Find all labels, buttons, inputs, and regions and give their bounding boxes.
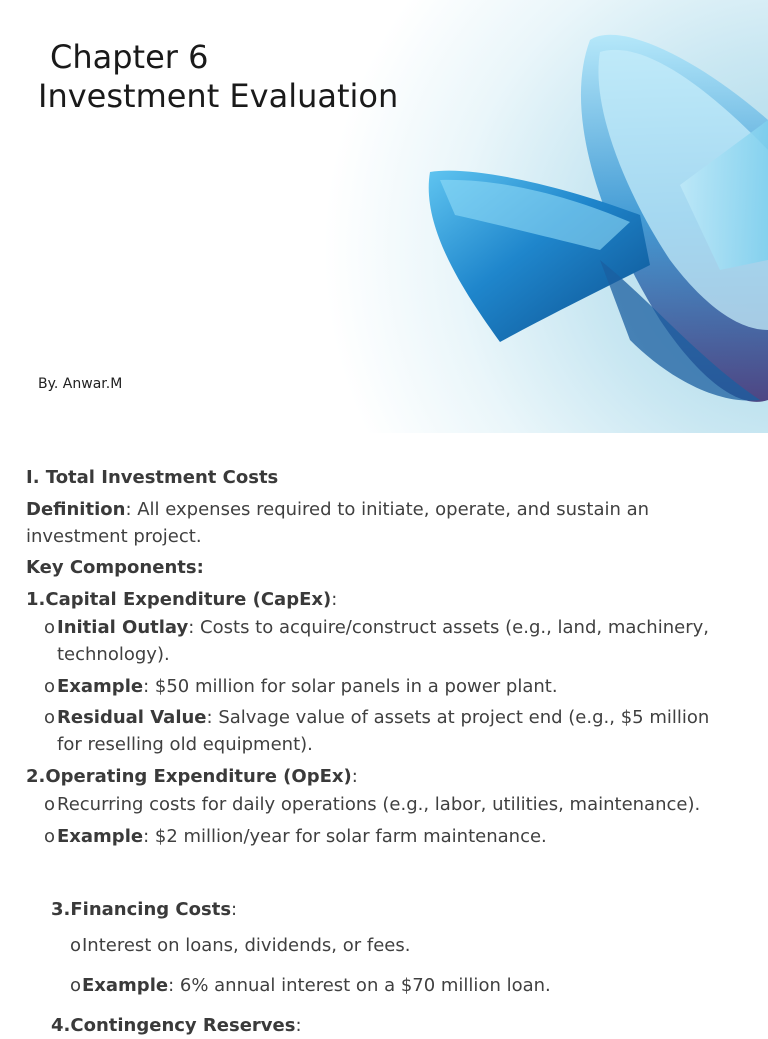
item4-heading: 4.Contingency Reserves: bbox=[51, 1015, 302, 1036]
bullet-icon: o bbox=[44, 617, 56, 638]
title-slide bbox=[0, 0, 768, 433]
item2-bullet2: Example: $2 million/year for solar farm maintenance. bbox=[57, 826, 547, 847]
bullet-icon: o bbox=[44, 707, 56, 728]
bullet-icon: o bbox=[70, 935, 82, 956]
slide-title-line2: Investment Evaluation bbox=[38, 77, 399, 115]
key-components-heading: Key Components: bbox=[26, 557, 204, 578]
item3-heading: 3.Financing Costs: bbox=[51, 899, 238, 920]
item1-bullet1-line2: technology). bbox=[57, 644, 170, 665]
document-content bbox=[0, 433, 768, 1036]
item2-bullet1: Recurring costs for daily operations (e.g., labor, utilities, maintenance). bbox=[57, 794, 701, 815]
definition-line1: Definition: All expenses required to initiate, operate, and sustain an bbox=[26, 499, 650, 520]
bullet-icon: o bbox=[44, 794, 56, 815]
item2-heading: 2.Operating Expenditure (OpEx): bbox=[26, 766, 358, 787]
slide-title-line1: Chapter 6 bbox=[50, 38, 209, 76]
item3-bullet1: Interest on loans, dividends, or fees. bbox=[82, 935, 411, 956]
item1-bullet3-line2: for reselling old equipment). bbox=[57, 734, 313, 755]
author-credit: By. Anwar.M bbox=[38, 376, 123, 392]
definition-line2: investment project. bbox=[26, 526, 202, 547]
item3-bullet2: Example: 6% annual interest on a $70 million loan. bbox=[82, 975, 551, 996]
bullet-icon: o bbox=[70, 975, 82, 996]
section-heading: I. Total Investment Costs bbox=[26, 467, 279, 488]
item1-heading: 1.Capital Expenditure (CapEx): bbox=[26, 589, 338, 610]
bullet-icon: o bbox=[44, 676, 56, 697]
item1-bullet3-line1: Residual Value: Salvage value of assets at project end (e.g., $5 million bbox=[57, 707, 710, 728]
item1-bullet1-line1: Initial Outlay: Costs to acquire/construct assets (e.g., land, machinery, bbox=[57, 617, 709, 638]
item1-bullet2: Example: $50 million for solar panels in a power plant. bbox=[57, 676, 558, 697]
bullet-icon: o bbox=[44, 826, 56, 847]
